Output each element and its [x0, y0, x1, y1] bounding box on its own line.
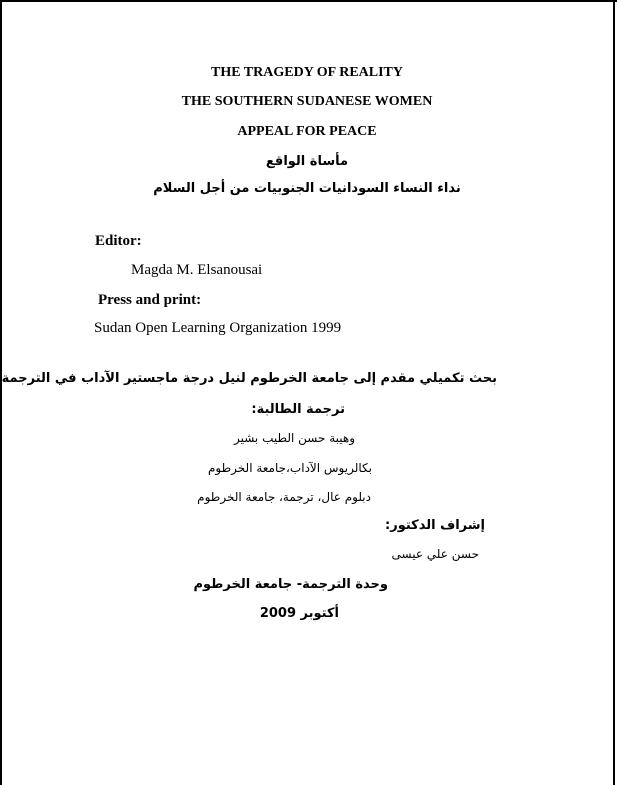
page-border-right [613, 0, 615, 785]
arabic-title-line-2: نداء النساء السودانيات الجنوبيات من أجل السلام [153, 181, 461, 196]
title-line-3: APPEAL FOR PEACE [237, 124, 377, 139]
thesis-statement: بحث تكميلي مقدم إلى جامعة الخرطوم لنيل درجة ماجستير الآداب في الترجمة [1, 371, 497, 386]
editor-name: Magda M. Elsanousai [131, 262, 263, 278]
student-name: وهيبة حسن الطيب بشير [233, 431, 355, 445]
degree-diploma: دبلوم عال، ترجمة، جامعة الخرطوم [197, 490, 371, 504]
supervisor-name: حسن علي عيسى [391, 547, 479, 561]
supervisor-label: إشراف الدكتور: [385, 518, 485, 533]
page-border-top [0, 0, 617, 2]
page-border-left [0, 0, 2, 785]
press-value: Sudan Open Learning Organization 1999 [94, 320, 342, 336]
press-label: Press and print: [98, 292, 202, 308]
title-line-1: THE TRAGEDY OF REALITY [210, 65, 403, 80]
translation-unit: وحدة الترجمة- جامعة الخرطوم [193, 577, 388, 592]
thesis-date: أكتوبر 2009 [259, 606, 339, 621]
editor-label: Editor: [95, 233, 142, 249]
degree-ba: بكالريوس الآداب،جامعة الخرطوم [207, 461, 372, 475]
arabic-title-line-1: مأساة الواقع [265, 154, 349, 169]
title-line-2: THE SOUTHERN SUDANESE WOMEN [181, 94, 433, 109]
student-label: ترجمة الطالبة: [251, 402, 345, 417]
